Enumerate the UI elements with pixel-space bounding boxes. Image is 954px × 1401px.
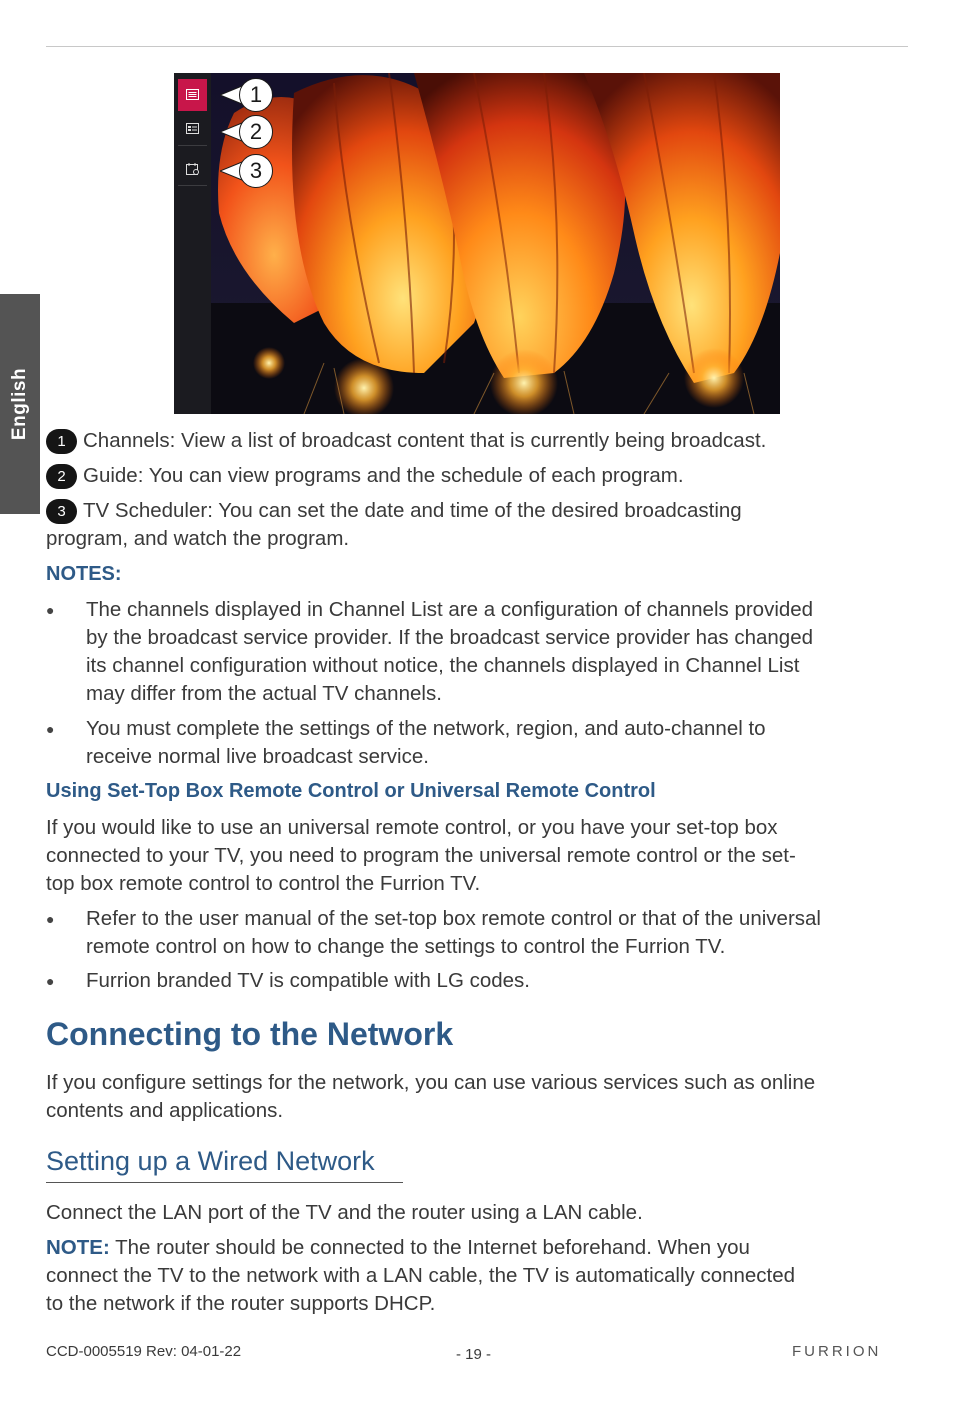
header-rule bbox=[46, 46, 908, 47]
note-text: to the network if the router supports DHCP. bbox=[46, 1292, 436, 1315]
item-channels bbox=[46, 427, 908, 455]
item-text: Channels: View a list of broadcast content that is currently being broadcast. bbox=[83, 429, 767, 452]
logo-text: FURRION bbox=[792, 1343, 882, 1359]
document-id: CCD-0005519 Rev: 04-01-22 bbox=[46, 1343, 242, 1360]
bullet-text: Furrion branded TV is compatible with LG codes. bbox=[86, 969, 531, 992]
item-tv-scheduler bbox=[46, 497, 908, 553]
language-tab-label: English bbox=[9, 367, 30, 441]
paragraph-line: connected to your TV, you need to program the universal remote control or the set- bbox=[46, 844, 796, 867]
notes-heading: NOTES: bbox=[46, 563, 122, 585]
scheduler-icon bbox=[186, 163, 199, 175]
section-title: Connecting to the Network bbox=[46, 1016, 454, 1052]
note-text: The router should be connected to the Internet beforehand. When you bbox=[109, 1236, 750, 1259]
bullet-icon: ● bbox=[46, 721, 55, 737]
item-text: Guide: You can view programs and the schedule of each program. bbox=[83, 464, 684, 487]
paragraph-line: If you configure settings for the network, you can use various services such as online bbox=[46, 1071, 816, 1094]
wired-instruction: Connect the LAN port of the TV and the router using a LAN cable. bbox=[46, 1201, 643, 1224]
wired-note bbox=[46, 1234, 908, 1318]
number-badge: 2 bbox=[46, 464, 77, 489]
menu-channels[interactable] bbox=[178, 79, 207, 111]
network-intro bbox=[46, 1069, 908, 1125]
paragraph-line: top box remote control to control the Furrion TV. bbox=[46, 872, 481, 895]
subsection-title: Setting up a Wired Network bbox=[46, 1146, 375, 1176]
tv-side-menu bbox=[174, 73, 211, 414]
paragraph-line: contents and applications. bbox=[46, 1099, 284, 1122]
number-badge: 1 bbox=[46, 429, 77, 454]
guide-icon bbox=[186, 123, 199, 134]
bullet-icon: ● bbox=[46, 973, 55, 989]
number-badge: 3 bbox=[46, 499, 77, 524]
callout-number: 2 bbox=[239, 115, 273, 149]
note-label: NOTE: bbox=[46, 1236, 110, 1259]
item-guide bbox=[46, 462, 908, 490]
bullet-text: You must complete the settings of the network, region, and auto-channel to bbox=[86, 717, 766, 740]
remote-heading: Using Set-Top Box Remote Control or Universal Remote Control bbox=[46, 780, 656, 802]
remote-paragraph bbox=[46, 814, 908, 898]
bullet-text: receive normal live broadcast service. bbox=[86, 745, 429, 768]
page-number: - 19 - bbox=[456, 1346, 492, 1363]
language-tab bbox=[0, 294, 40, 514]
bullet-icon: ● bbox=[46, 602, 55, 618]
note-text: connect the TV to the network with a LAN cable, the TV is automatically connected bbox=[46, 1264, 796, 1287]
bullet-text: its channel configuration without notice, the channels displayed in Channel List bbox=[86, 654, 800, 677]
bullet-text: The channels displayed in Channel List are a configuration of channels provided bbox=[86, 598, 814, 621]
item-text: TV Scheduler: You can set the date and time of the desired broadcasting bbox=[83, 499, 742, 522]
tv-screen-figure bbox=[174, 73, 780, 414]
callout-2 bbox=[220, 115, 274, 149]
bullet-text: remote control on how to change the settings to control the Furrion TV. bbox=[86, 935, 726, 958]
menu-guide[interactable] bbox=[178, 113, 207, 146]
menu-tv-scheduler[interactable] bbox=[178, 153, 207, 186]
bullet-text: may differ from the actual TV channels. bbox=[86, 682, 442, 705]
bullet-icon: ● bbox=[46, 911, 55, 927]
furrion-logo bbox=[792, 1343, 910, 1359]
paragraph-line: If you would like to use an universal remote control, or you have your set-top box bbox=[46, 816, 778, 839]
bullet-text: Refer to the user manual of the set-top box remote control or that of the universal bbox=[86, 907, 821, 930]
bullet-text: by the broadcast service provider. If the broadcast service provider has changed bbox=[86, 626, 814, 649]
callout-number: 3 bbox=[239, 154, 273, 188]
channel-list-icon bbox=[186, 89, 199, 100]
subsection-underline bbox=[46, 1182, 403, 1183]
callout-number: 1 bbox=[239, 78, 273, 112]
callout-1 bbox=[220, 78, 274, 112]
item-text: program, and watch the program. bbox=[46, 527, 350, 550]
callout-3 bbox=[220, 154, 274, 188]
